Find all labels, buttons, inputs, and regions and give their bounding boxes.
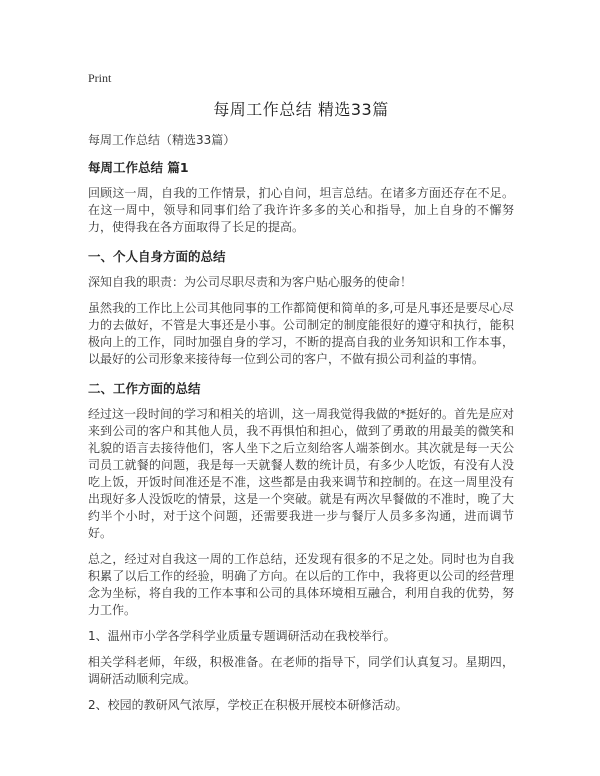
document-body (88, 159, 514, 714)
document-subtitle: 每周工作总结（精选33篇） (88, 133, 236, 147)
paragraph-item-1-detail: 相关学科老师，年级，积极准备。在老师的指导下，同学们认真复习。星期四，调研活动顺利完成。 (88, 655, 514, 686)
paragraph-intro: 回顾这一周，自我的工作情景，扪心自问，坦言总结。在诸多方面还存在不足。在这一周中，领导和同事们给了我许许多多的关心和指导，加上自身的不懈努力，使得我在各方面取得了长足的提高。 (88, 186, 514, 234)
document-title: 每周工作总结 精选33篇 (213, 100, 389, 119)
paragraph-personal-work: 虽然我的工作比上公司其他同事的工作都简便和简单的多,可是凡事还是要尽心尽力的去做好，不管是大事还是小事。公司制定的制度能很好的遵守和执行，能积极向上的工作，同时加强自身的学习，不断的提高自我的业务知识和工作本事，以最好的公司形象来接待每一位到公司的客户，不做有损公司利益的事情。 (88, 301, 514, 366)
paragraph-duty: 深知自我的职责：为公司尽职尽责和为客户贴心服务的使命！ (88, 275, 413, 289)
section-heading-work: 二、工作方面的总结 (88, 381, 201, 396)
paragraph-item-1: 1、温州市小学各学科学业质量专题调研活动在我校举行。 (88, 629, 396, 643)
paragraph-summary: 总之，经过对自我这一周的工作总结，还发现有很多的不足之处。同时也为自我积累了以后工作的经验，明确了方向。在以后的工作中，我将更以公司的经营理念为坐标，将自我的工作本事和公司的具体环境相互融合，利用自我的优势，努力工作。 (88, 552, 514, 617)
section-heading-1: 每周工作总结 篇1 (88, 160, 189, 175)
paragraph-work-details: 经过这一段时间的学习和相关的培训，这一周我觉得我做的*挺好的。首先是应对来到公司的客户和其他人员，我不再惧怕和担心，做到了勇敢的用最美的微笑和礼貌的语言去接待他们，客人坐下之后立刻给客人端茶倒水。其次就是每一天公司员工就餐的问题，我是每一天就餐人数的统计员，有多少人吃饭，有没有人没吃上饭，开饭时间准还是不准，这些都是由我来调节和控制的。在这一周里没有出现好多人没饭吃的情景，这是一个突破。就是有两次早餐做的不准时，晚了大约半个小时，对于这个问题，还需要我进一步与餐厅人员多多沟通，进而调节好。 (88, 407, 515, 540)
section-heading-personal: 一、个人自身方面的总结 (88, 249, 226, 264)
print-link[interactable]: Print (88, 71, 112, 85)
paragraph-item-2: 2、校园的教研风气浓厚，学校正在积极开展校本研修活动。 (88, 698, 408, 712)
